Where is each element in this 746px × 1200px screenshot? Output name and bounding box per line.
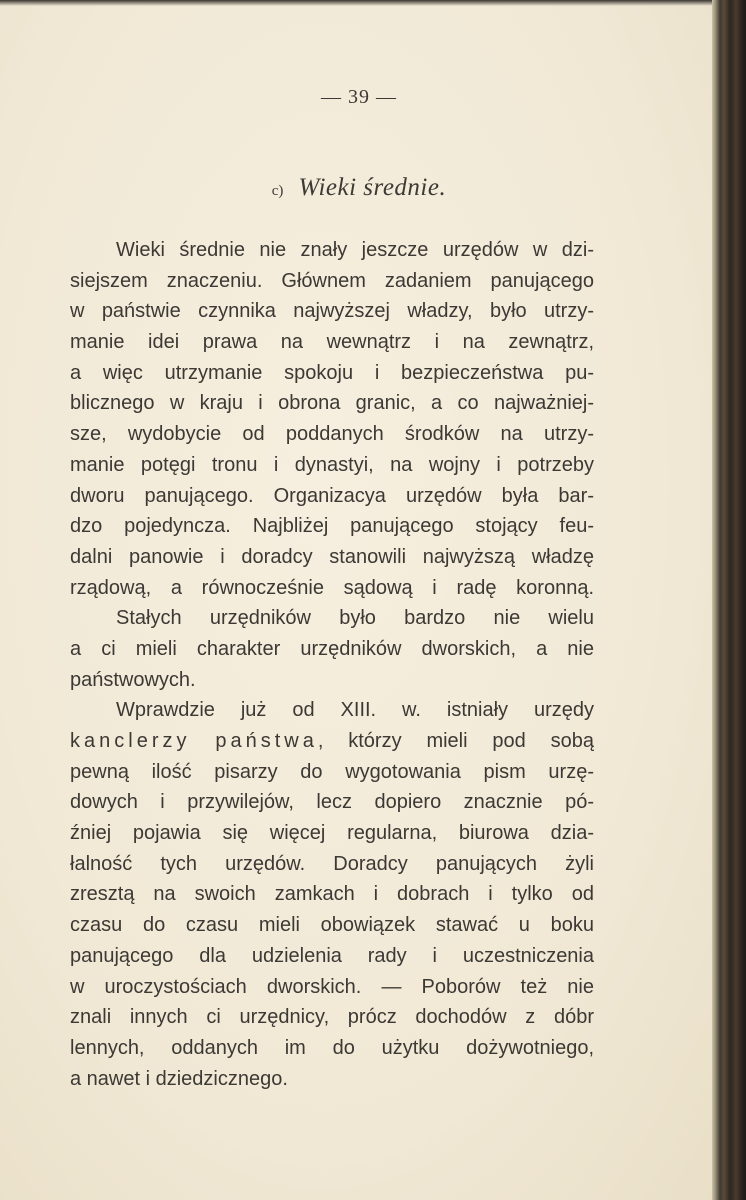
spaced-word: kanclerzy [70, 730, 191, 752]
text-line: lennych, oddanych im do użytku dożywotniego, [70, 1036, 594, 1059]
spaced-word: państwa [215, 730, 318, 752]
text-line: rządową, a równocześnie sądową i radę koronną. [70, 576, 594, 599]
text-line: sze, wydobycie od poddanych środków na utrzy- [70, 423, 594, 446]
section-marker: c) [271, 183, 284, 199]
text-line: panującego dla udzielenia rady i uczestniczenia [70, 944, 594, 967]
text-line: Stałych urzędników było bardzo nie wielu [116, 607, 594, 630]
text-line: a więc utrzymanie spokoju i bezpieczeństwa pu- [70, 361, 594, 384]
text-line: dzo pojedyncza. Najbliżej panującego stojący feu- [70, 515, 594, 538]
text-line: pewną ilość pisarzy do wygotowania pism urzę- [70, 760, 594, 783]
text-line: Wprawdzie już od XIII. w. istniały urzędy [116, 699, 594, 722]
text-line: Wieki średnie nie znały jeszcze urzędów w dzi- [116, 239, 594, 261]
text-line: w uroczystościach dworskich. — Poborów też nie [70, 975, 594, 998]
text-line: zresztą na swoich zamkach i dobrach i tylko od [70, 883, 594, 906]
section-title: Wieki średnie. [298, 174, 447, 201]
text-line: w państwie czynnika najwyższej władzy, było utrzy- [70, 300, 594, 323]
text-line: a ci mieli charakter urzędników dworskich, a nie [70, 637, 594, 660]
text-line: dowych i przywilejów, lecz dopiero znacznie pó- [70, 791, 594, 814]
text-line: manie idei prawa na wewnątrz i na zewnątrz, [70, 331, 594, 354]
page-number: — 39 — [321, 86, 397, 108]
body-text [70, 235, 594, 1094]
text-line: manie potęgi tronu i dynastyi, na wojny i potrzeby [70, 453, 594, 476]
text-line: siejszem znaczeniu. Głównem zadaniem panującego [70, 269, 594, 292]
text-line: łalność tych urzędów. Doradcy panujących żyli [70, 852, 594, 875]
text-line: blicznego w kraju i obrona granic, a co najważniej- [70, 392, 594, 415]
text-line: znali innych ci urzędnicy, prócz dochodów z dóbr [70, 1006, 594, 1029]
text-line: źniej pojawia się więcej regularna, biurowa dzia- [70, 822, 594, 845]
page-edge-shadow [0, 0, 718, 6]
text-fragment: , którzy mieli pod sobą [317, 730, 594, 752]
text-line-spaced [70, 726, 594, 757]
text-line: dworu panującego. Organizacya urzędów była bar- [70, 484, 594, 507]
text-line: czasu do czasu mieli obowiązek stawać u boku [70, 914, 594, 937]
text-line: dalni panowie i doradcy stanowili najwyższą władzę [70, 545, 594, 568]
text-line: a nawet i dziedzicznego. [70, 1067, 288, 1090]
section-heading [0, 174, 718, 202]
book-spine-edge [712, 0, 746, 1200]
text-line: państwowych. [70, 668, 196, 691]
